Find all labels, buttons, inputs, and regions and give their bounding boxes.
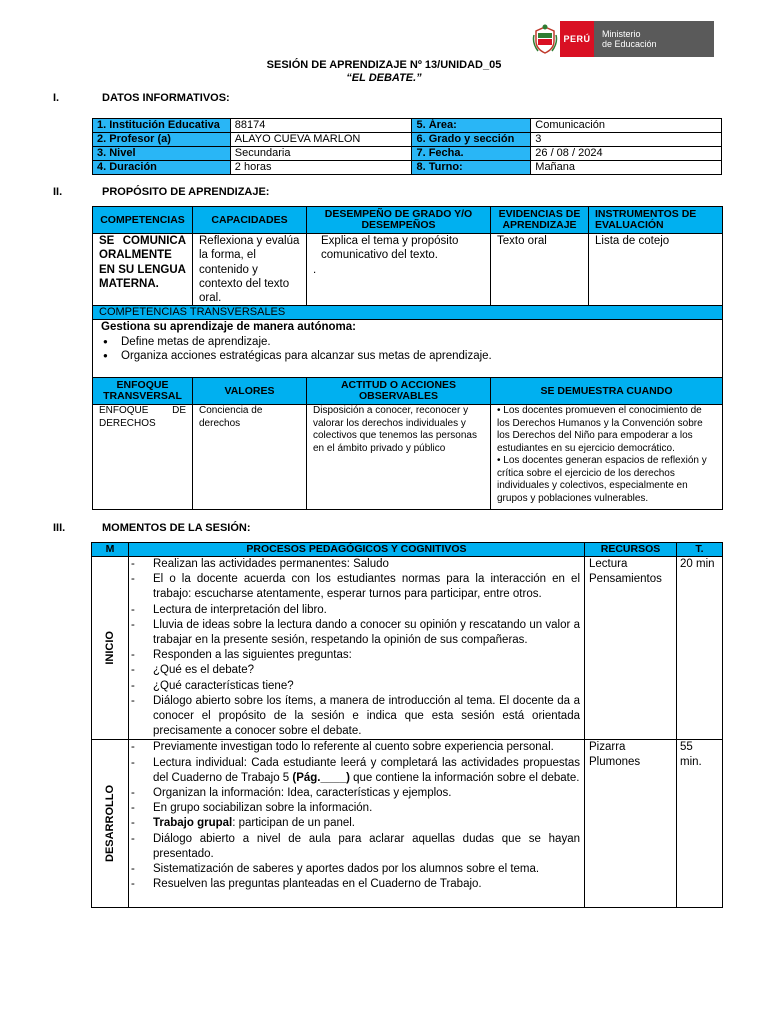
table-row [93,234,723,306]
competencia-cell: SE COMUNICA ORALMENTE EN SU LENGUA MATERNA. [93,234,193,306]
list-item: - Previamente investigan todo lo referente al cuento sobre experiencia personal. [129,740,580,755]
section-3-title: MOMENTOS DE LA SESIÓN: [102,522,251,534]
section-2-title: PROPÓSITO DE APRENDIZAJE: [102,186,270,198]
inicio-list [129,557,580,739]
list-item: - Sistematización de saberes y aportes dados por los alumnos sobre el tema. [129,862,580,877]
list-item: - ¿Qué es el debate? [129,663,580,678]
inicio-tiempo: 20 min [677,557,723,740]
datos-value: 3 [531,133,722,147]
datos-label: 5. Área: [412,119,531,133]
list-item: - Diálogo abierto sobre los ítems, a manera de introducción al tema. El docente da a conocer el propósito de la sesión e indica que esta sesión está orientada precisamente a conocer sobre el debate. [129,694,580,740]
inicio-procesos [129,557,585,740]
desarrollo-cell [92,740,129,908]
inicio-recursos: Lectura Pensamientos [585,557,677,740]
header-m: M [92,543,129,557]
table-header-row [92,543,723,557]
header-desempeno: DESEMPEÑO DE GRADO Y/O DESEMPEÑOS [307,207,491,234]
desarrollo-list [129,740,580,892]
section-3-number: III. [53,522,66,534]
list-item: - Resuelven las preguntas planteadas en el Cuaderno de Trabajo. [129,877,580,892]
header-t: T. [677,543,723,557]
table-row [92,740,723,908]
header-competencias: COMPETENCIAS [93,207,193,234]
transversal-title: Gestiona su aprendizaje de manera autónoma: [101,321,356,334]
table-row [93,306,723,320]
desarrollo-tiempo: 55 min. [677,740,723,908]
header-instrumentos: INSTRUMENTOS DE EVALUACIÓN [589,207,723,234]
table-row [93,147,722,161]
enfoque-cell: ENFOQUE DE DERECHOS [93,405,193,510]
transversal-list [101,335,714,364]
inicio-cell [92,557,129,740]
table-header-row [93,378,723,405]
datos-label: 6. Grado y sección [412,133,531,147]
table-row [93,119,722,133]
header-evidencias: EVIDENCIAS DE APRENDIZAJE [491,207,589,234]
momentos-table [91,542,723,908]
header-actitud: ACTITUD O ACCIONES OBSERVABLES [307,378,491,405]
table-row [92,557,723,740]
actitud-cell: Disposición a conocer, reconocer y valorar los derechos individuales y colectivos que tenemos las personas en el ámbito privado y público [307,405,491,510]
table-row [93,133,722,147]
datos-label: 3. Nivel [93,147,231,161]
datos-value: Mañana [531,161,722,175]
list-item: - Organizan la información: Idea, características y ejemplos. [129,786,580,801]
evidencia-cell: Texto oral [491,234,589,306]
datos-label: 4. Duración [93,161,231,175]
ministry-name: Ministerio de Educación [594,21,714,57]
peru-label: PERÚ [560,21,594,57]
datos-value: ALAYO CUEVA MARLON [230,133,412,147]
list-item: - Lectura de interpretación del libro. [129,603,580,618]
list-item: - Trabajo grupal: participan de un panel. [129,816,580,831]
header-procesos: PROCESOS PEDAGÓGICOS Y COGNITIVOS [129,543,585,557]
datos-value: Secundaria [230,147,412,161]
list-item: - Lluvia de ideas sobre la lectura dando a conocer su opinión y rescatando un valor a trabajar en la presente sesión, respetando la opinión de sus compañeras. [129,618,580,648]
instrumento-cell: Lista de cotejo [589,234,723,306]
header-recursos: RECURSOS [585,543,677,557]
list-item: - En grupo sociabilizan sobre la información. [129,801,580,816]
section-2-number: II. [53,186,63,198]
transversales-label: COMPETENCIAS TRANSVERSALES [93,306,723,320]
desarrollo-procesos [129,740,585,908]
datos-value: Comunicación [531,119,722,133]
datos-label: 8. Turno: [412,161,531,175]
table-row [93,320,723,378]
datos-label: 2. Profesor (a) [93,133,231,147]
section-1-number: I. [53,92,60,104]
capacidad-cell: Reflexiona y evalúa la forma, el contenido y contexto del texto oral. [193,234,307,306]
datos-value: 88174 [230,119,412,133]
coat-of-arms-icon [530,21,560,57]
datos-value: 26 / 08 / 2024 [531,147,722,161]
list-item: - Realizan las actividades permanentes: Saludo [129,557,580,572]
table-header-row [93,207,723,234]
list-item: ● Organiza acciones estratégicas para alcanzar sus metas de aprendizaje. [101,349,714,364]
desarrollo-recursos: Pizarra Plumones [585,740,677,908]
header-enfoque: ENFOQUE TRANSVERSAL [93,378,193,405]
section-1-title: DATOS INFORMATIVOS: [102,92,230,104]
transversal-cell [93,320,723,378]
datos-table [92,118,722,175]
table-row [93,161,722,175]
proposito-table [92,206,723,510]
page-subtitle: “EL DEBATE.” [346,72,422,84]
list-item: - Lectura individual: Cada estudiante leerá y completará las actividades propuestas del Cuaderno de Trabajo 5 (Pág.____) que contiene la información sobre el debate. [129,756,580,786]
header-capacidades: CAPACIDADES [193,207,307,234]
page-title: SESIÓN DE APRENDIZAJE Nº 13/UNIDAD_05 [266,59,502,71]
datos-label: 1. Institución Educativa [93,119,231,133]
desempeno-cell: Explica el tema y propósito comunicativo del texto. . [307,234,491,306]
list-item: - Responden a las siguientes preguntas: [129,648,580,663]
header-demuestra: SE DEMUESTRA CUANDO [491,378,723,405]
desarrollo-label: DESARROLLO [104,785,116,863]
datos-value: 2 horas [230,161,412,175]
datos-label: 7. Fecha. [412,147,531,161]
list-item: - ¿Qué características tiene? [129,679,580,694]
demuestra-cell: • Los docentes promueven el conocimiento de los Derechos Humanos y la Convención sobre los Derechos del Niño para empoderar a los estudiantes en su ejercicio democrático. • Los docentes generan espacios de reflexión y crítica sobre el ejercicio de los derechos individuales y colectivos, especialmente en grupos y poblaciones vulnerables. [491,405,723,510]
valor-cell: Conciencia de derechos [193,405,307,510]
table-row [93,405,723,510]
list-item: - El o la docente acuerda con los estudiantes normas para la interacción en el trabajo: escucharse atentamente, esperar turnos para participar, entre otros. [129,572,580,602]
header-valores: VALORES [193,378,307,405]
inicio-label: INICIO [104,631,116,666]
list-item: ● Define metas de aprendizaje. [101,335,714,350]
list-item: - Diálogo abierto a nivel de aula para aclarar aquellas dudas que se hayan presentado. [129,832,580,862]
minedu-logo [530,21,714,57]
